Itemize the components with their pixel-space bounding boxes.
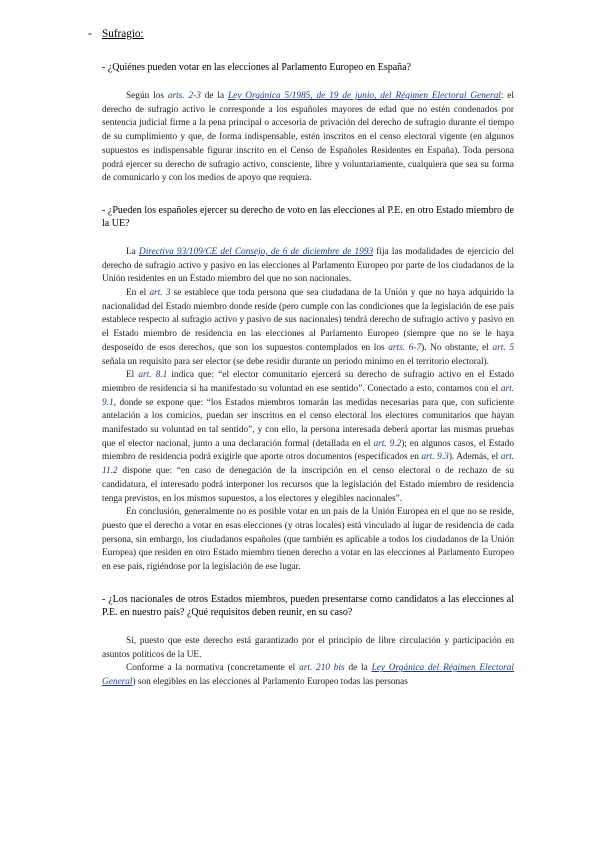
citation-link[interactable]: arts. 6-7	[388, 342, 422, 353]
answer-3-paragraph-1: Sí, puesto que este derecho está garantizado por el principio de libre circulación y participación en asuntos políticos de la UE.	[102, 635, 514, 660]
citation-link[interactable]: art. 11.2	[102, 452, 514, 477]
answer-2-paragraph-2: En el art. 3 se establece que toda persona que sea ciudadana de la Unión y que no haya adquirido la nacionalidad del Estado miembro donde reside (pero cumple con las condiciones que la legislación de ese país establece respecto al sufragio activo y pasivo de sus nacionales) tendrá derecho de sufragio activo y pasivo en el Estado miembro de residencia en las elecciones al Parlamento Europeo (siempre que no se le haya desposeído de esos derechos, que son los supuestos contemplados en los arts. 6-7). No obstante, el art. 5 señala un requisito para ser elector (se debe residir durante un periodo mínimo en el territorio electoral).	[102, 288, 515, 367]
answer-2-paragraph-1: La Directiva 93/109/CE del Consejo, de 6 de diciembre de 1993 fija las modalidades de ejercicio del derecho de sufragio activo y pasivo en las elecciones al Parlamento Europeo por parte de los ciudadanos de la Unión residentes en un Estado miembro del que no son nacionales.	[102, 246, 514, 285]
citation-link[interactable]: art. 9.2	[373, 438, 402, 449]
citation-link[interactable]: art. 210 bis	[299, 663, 345, 674]
heading-bullet: -	[88, 28, 92, 40]
citation-link[interactable]: Ley Orgánica del Régimen Electoral General	[102, 663, 514, 687]
question-1: - ¿Quiénes pueden votar en las elecciones al Parlamento Europeo en España?	[102, 62, 412, 73]
citation-link[interactable]: art. 9.3	[421, 452, 449, 463]
citation-link[interactable]: art. 3	[149, 288, 171, 299]
section-heading	[88, 27, 514, 41]
citation-link[interactable]: art. 5	[492, 342, 514, 353]
question-2: - ¿Pueden los españoles ejercer su derecho de voto en las elecciones al P.E. en otro Estado miembro de la UE?	[102, 204, 514, 229]
heading-text: Sufragio:	[102, 28, 144, 40]
answer-2-paragraph-3: El art. 8.1 indica que: “el elector comunitario ejercerá su derecho de sufragio activo en el Estado miembro de residencia si ha manifestado su voluntad en ese sentido”. Conectado a esto, contamos con el art. 9.1, donde se expone que: “los Estados miembros tomarán las medidas necesarias para que, con suficiente antelación a los comicios, puedan ser inscritos en el censo electoral los electores comunitarios que hayan manifestado su voluntad en tal sentido”, y con ello, la persona interesada deberá aportar las mismas pruebas que el elector nacional, junto a una declaración formal (detallada en el art. 9.2); en algunos casos, el Estado miembro de residencia podrá exigirle que aporte otros documentos (especificados en art. 9.3). Además, el art. 11.2 dispone que: “en caso de denegación de la inscripción en el censo electoral o de rechazo de su candidatura, el interesado podrá interponer los recursos que la legislación del Estado miembro de residencia tenga previstos, en los mismos supuestos, a los electores y elegibles nacionales”.	[102, 370, 515, 504]
citation-link[interactable]: Directiva 93/109/CE del Consejo, de 6 de diciembre de 1993	[138, 246, 374, 257]
citation-link[interactable]: arts. 2-3	[167, 91, 201, 101]
answer-2-paragraph-4: En conclusión, generalmente no es posible votar en un país de la Unión Europea en el que no se reside, puesto que el derecho a votar en esas elecciones (y otras locales) está vinculado al lugar de residencia de cada persona, sin embargo, los ciudadanos españoles (que también es aplicable a todos los ciudadanos de la Unión Europea) que residen en otro Estado miembro tienen derecho a votar en las elecciones al Parlamento Europeo en ese país, rigiéndose por la legislación de ese lugar.	[102, 507, 514, 573]
answer-1-paragraph: Según los arts. 2-3 de la Ley Orgánica 5/1985, de 19 de junio, del Régimen Electoral General: el derecho de sufragio activo le corresponde a los españoles mayores de edad que no estén condenados por sentencia judicial firme a la pena principal o accesoria de privación del derecho de sufragio durante el tiempo de su cumplimiento y que, de forma indispensable, estén inscritos en el censo electoral vigente (en algunos supuestos es indispensable figurar inscrito en el Censo de Españoles Residentes en España). Toda persona podrá ejercer su derecho de sufragio activo, consciente, libre y voluntariamente, cualquiera que sea su forma de comunicarlo y con los medios de apoyo que requiera.	[102, 91, 514, 184]
citation-link[interactable]: art. 9.1	[102, 383, 514, 408]
citation-link[interactable]: Ley Orgánica 5/1985, de 19 de junio, del Régimen Electoral General	[228, 91, 501, 101]
question-3: - ¿Los nacionales de otros Estados miembros, pueden presentarse como candidatos a las elecciones al P.E. en nuestro país? ¿Qué requisitos deben reunir, en su caso?	[102, 593, 514, 618]
answer-3-paragraph-2: Conforme a la normativa (concretamente el art. 210 bis de la Ley Orgánica del Régimen Electoral General) son elegibles en las elecciones al Parlamento Europeo todas las personas	[102, 663, 514, 687]
citation-link[interactable]: art. 8.1	[138, 370, 168, 381]
